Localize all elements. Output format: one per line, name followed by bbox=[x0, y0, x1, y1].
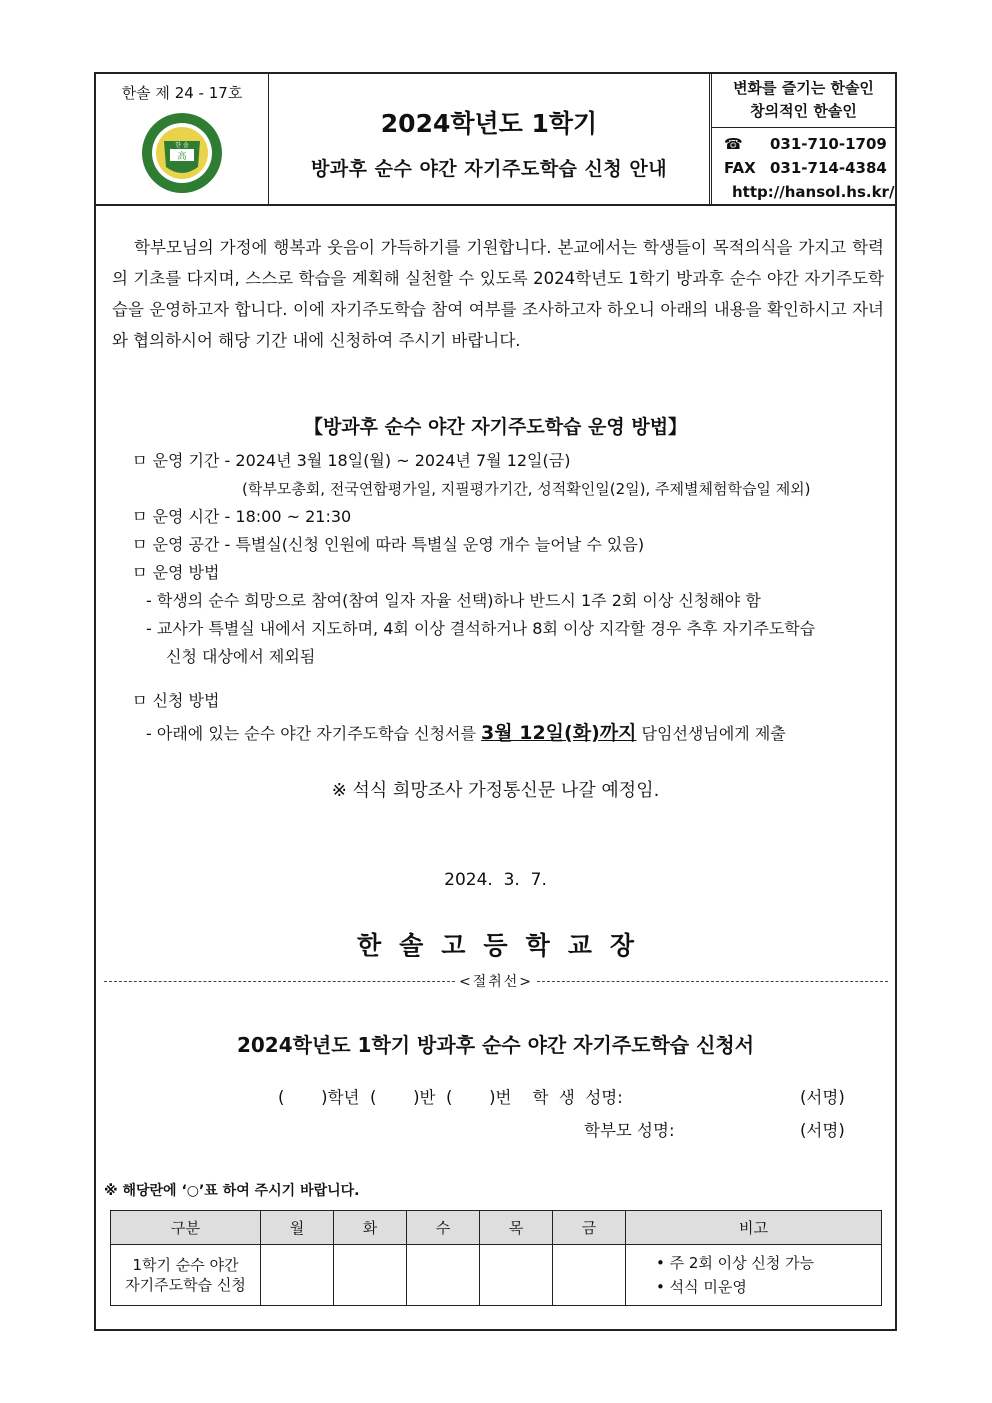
cell-thu[interactable] bbox=[480, 1245, 553, 1306]
table-row bbox=[111, 1245, 882, 1306]
item-method-2: - 교사가 특별실 내에서 지도하며, 4회 이상 결석하거나 8회 이상 지각할 경우 추후 자기주도학습 bbox=[146, 619, 816, 638]
cut-dash-left bbox=[104, 981, 455, 982]
cell-wed[interactable] bbox=[407, 1245, 480, 1306]
header-left bbox=[96, 74, 269, 204]
item-apply: ㅁ 신청 방법 bbox=[132, 691, 220, 710]
student-sign[interactable]: (서명) bbox=[800, 1088, 845, 1107]
col-remark: 비고 bbox=[626, 1211, 882, 1245]
section-title: 【방과후 순수 야간 자기주도학습 운영 방법】 bbox=[303, 416, 688, 438]
header-right bbox=[709, 74, 895, 204]
cut-line bbox=[104, 974, 888, 988]
cut-line-label: <절취선> bbox=[458, 974, 534, 990]
col-tue: 화 bbox=[334, 1211, 407, 1245]
application-title: 2024학년도 1학기 방과후 순수 야간 자기주도학습 신청서 bbox=[236, 1033, 755, 1057]
cut-dash-right bbox=[537, 981, 888, 982]
item-apply-detail bbox=[146, 718, 786, 745]
intro-paragraph bbox=[112, 232, 884, 356]
apply-text-post: 담임선생님에게 제출 bbox=[636, 724, 786, 743]
item-time: ㅁ 운영 시간 - 18:00 ~ 21:30 bbox=[132, 507, 352, 526]
col-thu: 목 bbox=[480, 1211, 553, 1245]
document-title: 2024학년도 1학기 bbox=[380, 109, 598, 138]
school-logo bbox=[140, 111, 224, 195]
parent-sign[interactable]: (서명) bbox=[800, 1121, 845, 1140]
parent-name-line[interactable]: 학부모 성명: bbox=[584, 1121, 675, 1140]
student-info-line[interactable]: ( )학년 ( )반 ( )번 학 생 성명: bbox=[278, 1088, 623, 1107]
row-label-line-1: 1학기 순수 야간 bbox=[132, 1256, 239, 1274]
item-period-note: (학부모총회, 전국연합평가일, 지필평가기간, 성적확인일(2일), 주제별체험학습일 제외) bbox=[242, 480, 811, 498]
item-place: ㅁ 운영 공간 - 특별실(신청 인원에 따라 특별실 운영 개수 늘어날 수 있음) bbox=[132, 535, 645, 554]
document-frame bbox=[94, 72, 897, 1331]
cell-fri[interactable] bbox=[553, 1245, 626, 1306]
dinner-notice: ※ 석식 희망조사 가정통신문 나갈 예정임. bbox=[331, 780, 660, 801]
item-period: ㅁ 운영 기간 - 2024년 3월 18일(월) ~ 2024년 7월 12일(금) bbox=[132, 451, 571, 470]
school-slogan bbox=[712, 74, 895, 128]
slogan-line-2: 창의적인 한솔인 bbox=[750, 102, 857, 120]
apply-deadline: 3월 12일(화)까지 bbox=[481, 722, 637, 744]
col-wed: 수 bbox=[407, 1211, 480, 1245]
phone-number: 031-710-1709 bbox=[770, 135, 887, 153]
intro-text: 학부모님의 가정에 행복과 웃음이 가득하기를 기원합니다. 본교에서는 학생들이 목적의식을 가지고 학력의 기초를 다지며, 스스로 학습을 계획해 실천할 수 있도록 2024학년도 1학기 방과후 순수 야간 자기주도학습을 운영하고자 합니다. 이에 자기주도학습 참여 여부를 조사하고자 하오니 아래의 내용을 확인하시고 자녀와 협의하시어 해당 기간 내에 신청하여 주시기 바랍니다. bbox=[112, 238, 884, 350]
header-title-block bbox=[269, 74, 709, 204]
issue-date: 2024. 3. 7. bbox=[444, 870, 547, 890]
cell-remark bbox=[626, 1245, 882, 1306]
remark-1: • 주 2회 이상 신청 가능 bbox=[656, 1254, 815, 1272]
fax-label: FAX bbox=[724, 159, 756, 177]
row-label bbox=[111, 1245, 261, 1306]
fax-number: 031-714-4384 bbox=[770, 159, 887, 177]
document-subtitle: 방과후 순수 야간 자기주도학습 신청 안내 bbox=[310, 158, 668, 180]
col-category: 구분 bbox=[111, 1211, 261, 1245]
svg-text:한 솔: 한 솔 bbox=[175, 142, 189, 149]
school-head: 한솔고등학교장 bbox=[356, 931, 653, 960]
document-number: 한솔 제 24 - 17호 bbox=[121, 84, 243, 102]
cell-tue[interactable] bbox=[334, 1245, 407, 1306]
svg-text:高: 高 bbox=[177, 152, 187, 162]
website-link[interactable]: http://hansol.hs.kr/ bbox=[732, 183, 895, 201]
cell-mon[interactable] bbox=[261, 1245, 334, 1306]
remark-2: • 석식 미운영 bbox=[656, 1278, 747, 1296]
row-label-line-2: 자기주도학습 신청 bbox=[125, 1276, 246, 1294]
item-method-1: - 학생의 순수 희망으로 참여(참여 일자 자율 선택)하나 반드시 1주 2회 이상 신청해야 함 bbox=[146, 591, 761, 610]
phone-icon: ☎ bbox=[724, 135, 743, 153]
item-method: ㅁ 운영 방법 bbox=[132, 563, 220, 582]
slogan-line-1: 변화를 즐기는 한솔인 bbox=[733, 79, 874, 97]
table-header-row bbox=[111, 1211, 882, 1245]
document-header bbox=[96, 74, 895, 206]
item-method-2-cont: 신청 대상에서 제외됨 bbox=[166, 647, 316, 666]
col-mon: 월 bbox=[261, 1211, 334, 1245]
col-fri: 금 bbox=[553, 1211, 626, 1245]
table-note: ※ 해당란에 ‘○’표 하여 주시기 바랍니다. bbox=[104, 1183, 360, 1199]
contact-info bbox=[712, 128, 895, 204]
application-table bbox=[110, 1210, 882, 1306]
apply-text-pre: - 아래에 있는 순수 야간 자기주도학습 신청서를 bbox=[146, 724, 482, 743]
